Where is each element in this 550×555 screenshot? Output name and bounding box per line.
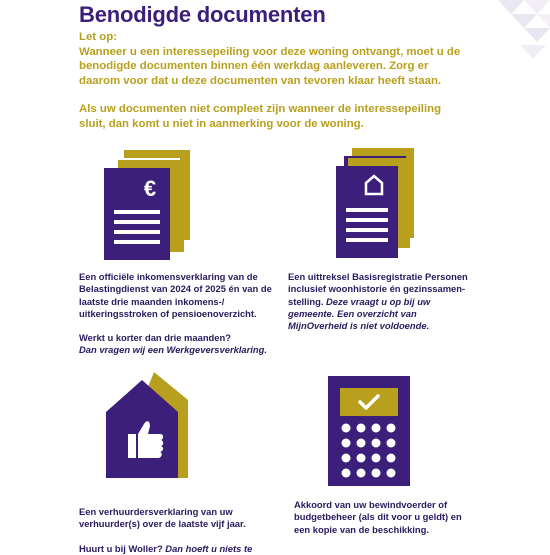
- thumbs-up-house-icon: [106, 372, 188, 478]
- document-brp-note: Deze vraagt u op bij uw gemeente. Een overzicht van MijnOverheid is niet voldoende.: [288, 295, 431, 332]
- document-income-text: Een officiële inkomensverklaring van de Belastingdienst van 2024 of 2025 én van de laatste drie maanden inkomens-/ uitkeringsstroken of pensioenoverzicht.: [79, 271, 272, 319]
- document-budget-management: [294, 499, 474, 536]
- document-brp-text: Een uittreksel Basisregistratie Personen inclusief woonhistorie én gezinssamen-stelling. Deze vraagt u op bij uw gemeente. Een overzicht van MijnOverheid is niet voldoende.: [288, 271, 468, 332]
- document-brp-extract: [288, 271, 478, 332]
- intro-notice: [79, 30, 469, 131]
- document-landlord-statement: [79, 506, 279, 555]
- calculator-icon: [328, 376, 410, 486]
- page-title: Benodigde documenten: [79, 2, 326, 27]
- intro-heading: Let op:: [79, 31, 117, 43]
- document-income-question: Werkt u korter dan drie maanden?: [79, 332, 231, 344]
- document-budget-text: Akkoord van uw bewindvoerder of budgetbeheer (als dit voor u geldt) en een kopie van de beschikking.: [294, 499, 462, 535]
- svg-text:€: €: [143, 176, 157, 201]
- document-income-statement: [79, 271, 277, 357]
- decorative-triangle-pattern: [480, 0, 550, 75]
- euro-document-icon: [104, 150, 196, 262]
- document-landlord-note: Dan hoeft u niets te: [165, 542, 253, 554]
- intro-paragraph-deadline: Wanneer u een interessepeiling voor deze woning ontvangt, moet u de benodigde documenten binnen één werkdag aanleveren. Zorg er daarom voor dat u deze documenten van tevoren klaar heeft staan.: [79, 45, 461, 87]
- document-landlord-text: Een verhuurdersverklaring van uw verhuurder(s) over de laatste vijf jaar.: [79, 506, 246, 530]
- document-income-note: Dan vragen wij een Werkgeversverklaring.: [79, 344, 267, 356]
- document-landlord-question: Huurt u bij Woller? Dan hoeft u niets te: [79, 542, 253, 554]
- house-document-icon: [336, 148, 416, 258]
- intro-paragraph-eligibility: Als uw documenten niet compleet zijn wanneer de interessepeiling sluit, dan komt u niet in aanmerking voor de woning.: [79, 103, 442, 130]
